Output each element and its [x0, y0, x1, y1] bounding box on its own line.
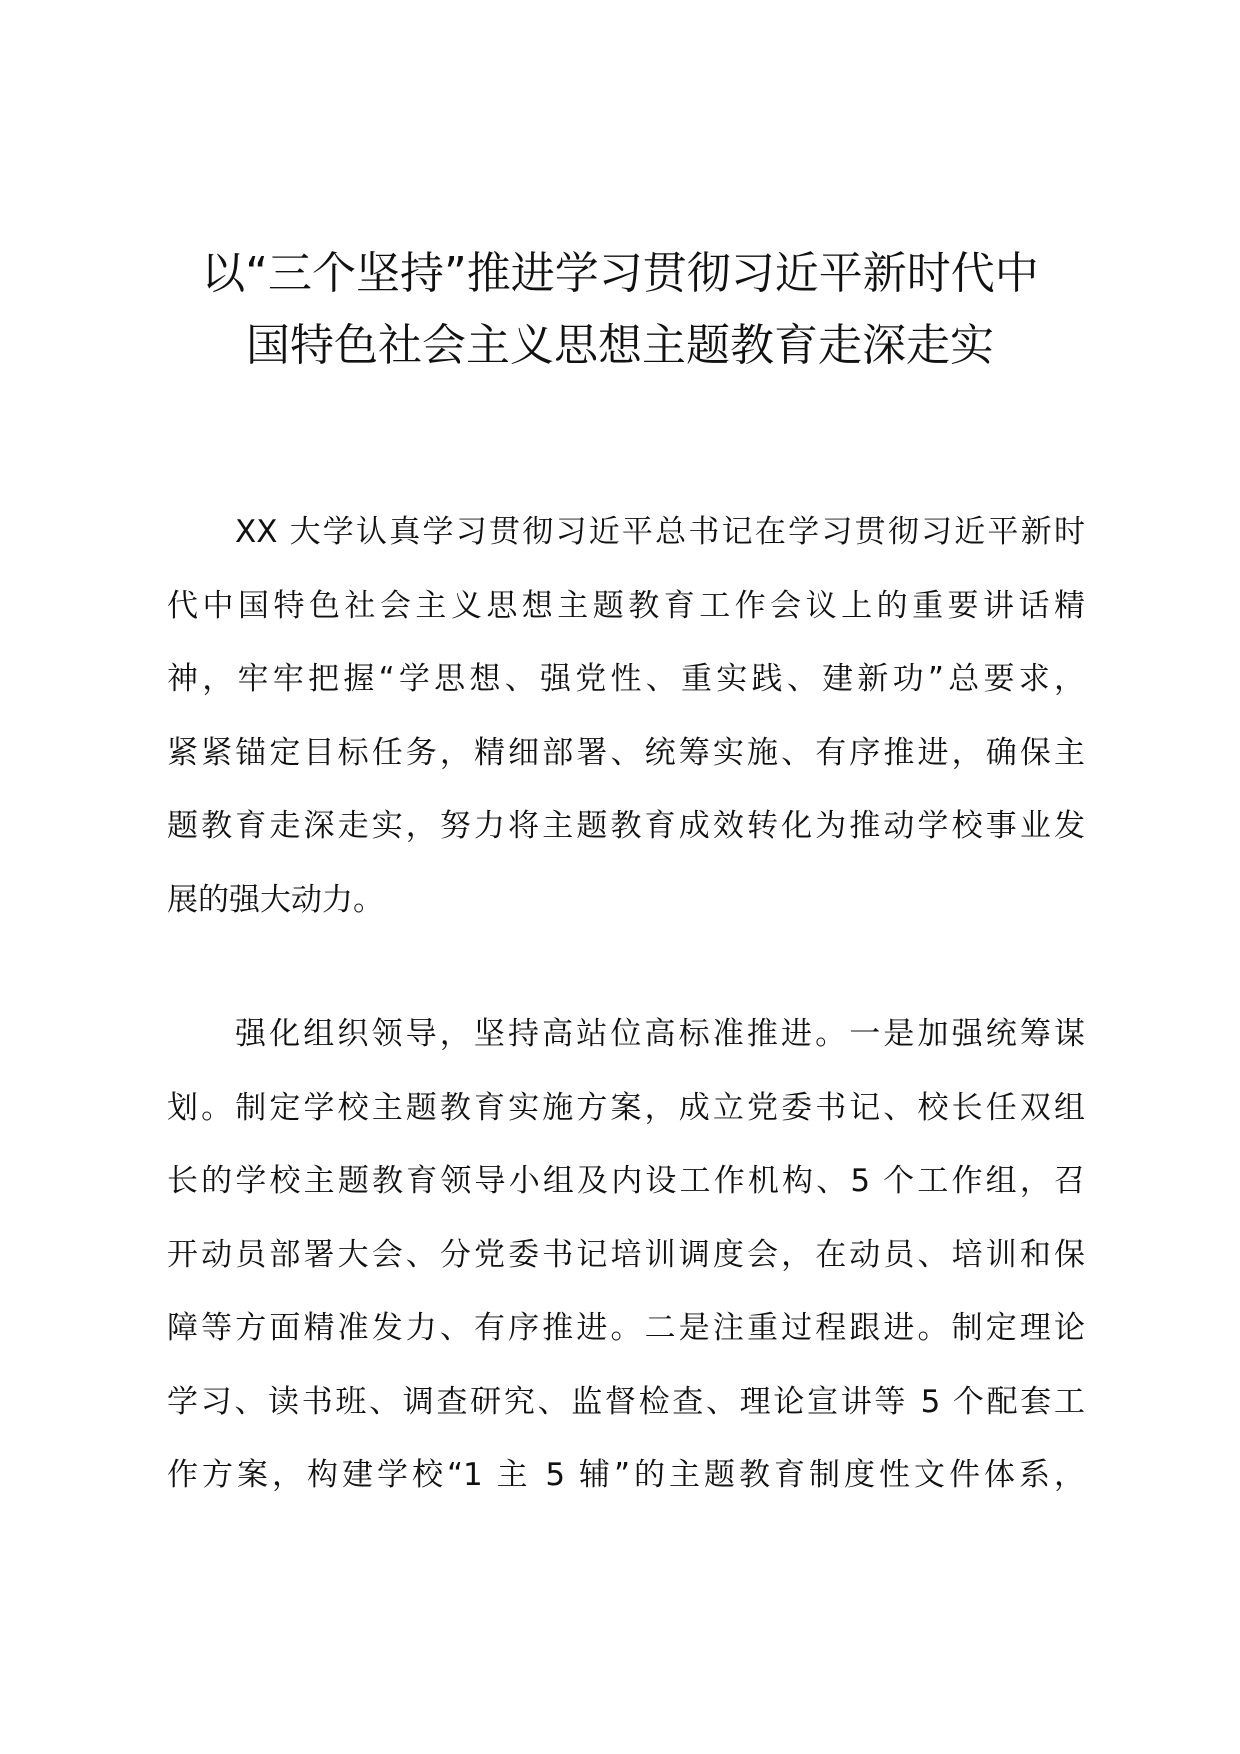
paragraph-line: 开动员部署大会、分党委书记培训调度会，在动员、培训和保 [167, 1236, 1085, 1273]
document-title [150, 238, 1090, 382]
paragraph-line: 代中国特色社会主义思想主题教育工作会议上的重要讲话精 [167, 587, 1085, 624]
title-line-1: 以“三个坚持”推进学习贯彻习近平新时代中 [201, 248, 1039, 299]
paragraph-line: 学习、读书班、调查研究、监督检查、理论宣讲等 5 个配套工 [167, 1383, 1085, 1420]
title-line-2: 国特色社会主义思想主题教育走深走实 [246, 320, 994, 371]
paragraph-line: XX 大学认真学习贯彻习近平总书记在学习贯彻习近平新时 [235, 514, 1085, 550]
document-body [167, 496, 1085, 1513]
paragraph-2 [167, 998, 1085, 1513]
paragraph-line: 障等方面精准发力、有序推进。二是注重过程跟进。制定理论 [167, 1310, 1085, 1346]
paragraph-line: 紧紧锚定目标任务，精细部署、统筹实施、有序推进，确保主 [167, 734, 1085, 771]
paragraph-line: 神，牢牢把握“学思想、强党性、重实践、建新功”总要求， [167, 661, 1085, 697]
paragraph-line: 展的强大动力。 [167, 881, 384, 918]
paragraph-line: 题教育走深走实，努力将主题教育成效转化为推动学校事业发 [167, 808, 1085, 844]
paragraph-line: 长的学校主题教育领导小组及内设工作机构、5 个工作组，召 [167, 1163, 1085, 1199]
paragraph-1 [167, 496, 1085, 937]
paragraph-line: 划。制定学校主题教育实施方案，成立党委书记、校长任双组 [167, 1089, 1085, 1126]
paragraph-line: 作方案，构建学校“1 主 5 辅”的主题教育制度性文件体系， [167, 1457, 1085, 1493]
paragraph-line: 强化组织领导，坚持高站位高标准推进。一是加强统筹谋 [235, 1016, 1085, 1052]
